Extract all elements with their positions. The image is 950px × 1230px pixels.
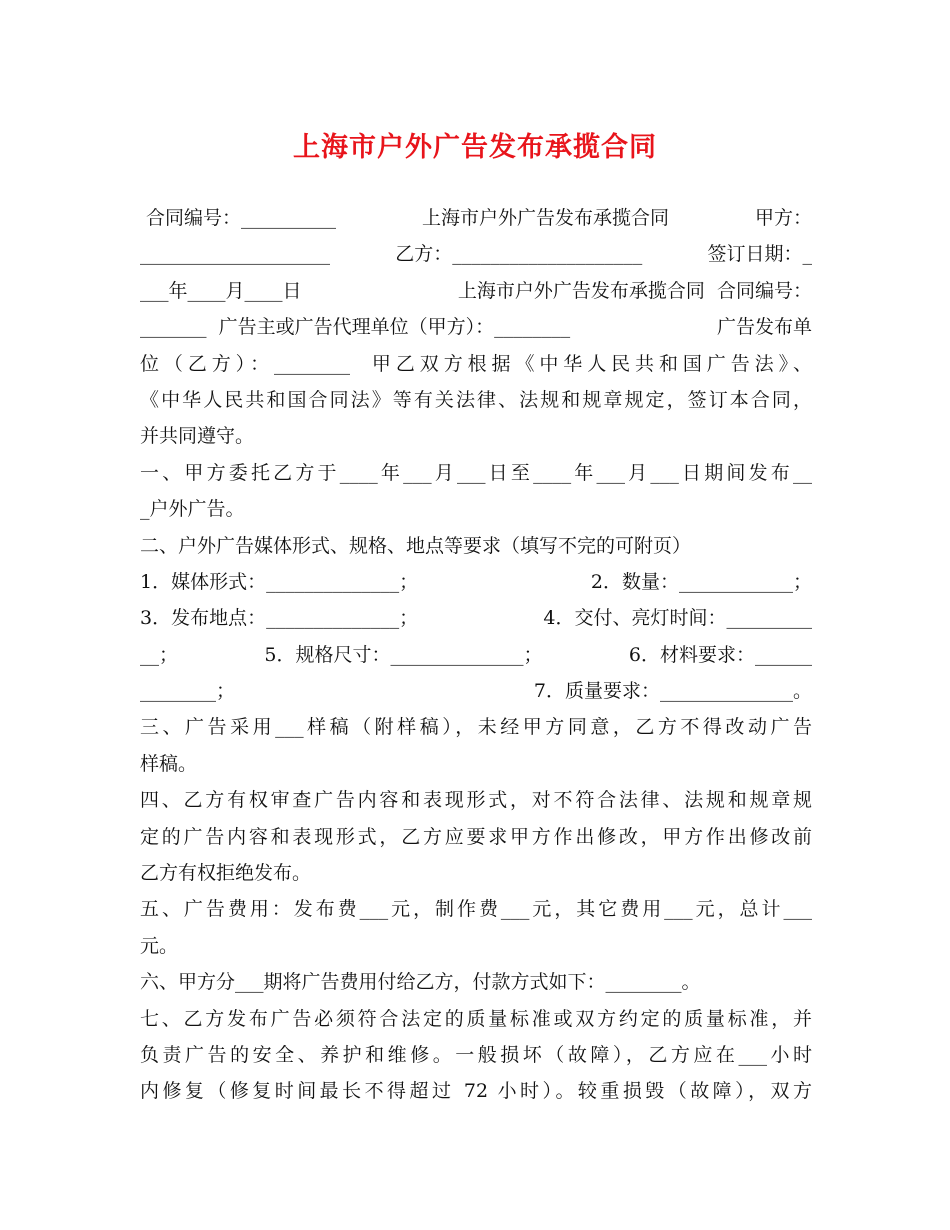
text-segment: 签订日期：_ xyxy=(707,243,812,266)
text-line xyxy=(140,418,812,454)
text-line xyxy=(140,637,812,673)
text-segment: 7．质量要求：______________。 xyxy=(533,680,812,703)
text-line xyxy=(140,455,812,491)
text-segment: 乙方：____________________ xyxy=(395,243,643,266)
text-segment: 负责广告的安全、养护和维修。一般损坏（故障），乙方应在___小时 xyxy=(140,1043,812,1066)
text-line xyxy=(140,819,812,855)
text-line xyxy=(140,273,812,309)
text-segment: 位（乙方）：________ 甲乙双方根据《中华人民共和国广告法》、 xyxy=(140,352,812,375)
text-segment: _户外广告。 xyxy=(140,498,245,521)
text-line xyxy=(140,564,812,600)
text-line xyxy=(140,528,812,564)
text-segment: 一、甲方委托乙方于____年___月___日至____年___月___日期间发布__ xyxy=(140,461,812,484)
text-line xyxy=(140,236,812,272)
text-segment: 四、乙方有权审查广告内容和表现形式，对不符合法律、法规和规章规 xyxy=(140,789,812,812)
text-segment: 三、广告采用___样稿（附样稿），未经甲方同意，乙方不得改动广告 xyxy=(140,716,812,739)
text-segment: 定的广告内容和表现形式，乙方应要求甲方作出修改，甲方作出修改前 xyxy=(140,825,812,848)
text-segment: 上海市户外广告发布承揽合同 xyxy=(422,207,670,229)
text-segment: 甲方： xyxy=(754,207,812,229)
text-segment: 并共同遵守。 xyxy=(140,425,255,448)
text-line xyxy=(140,746,812,782)
text-segment: 1．媒体形式：______________； xyxy=(140,570,419,593)
text-segment: 2．数量：____________； xyxy=(590,570,812,593)
text-segment: 4．交付、亮灯时间：_________ xyxy=(543,607,812,630)
text-segment: 广告发布单 xyxy=(716,316,812,339)
text-line xyxy=(140,600,812,636)
text-line xyxy=(140,782,812,818)
text-line xyxy=(140,200,812,236)
text-segment: 《中华人民共和国合同法》等有关法律、法规和规章规定，签订本合同， xyxy=(140,388,812,411)
text-segment: 七、乙方发布广告必须符合法定的质量标准或双方约定的质量标准，并 xyxy=(140,1007,812,1030)
text-line xyxy=(140,891,812,927)
document-body xyxy=(140,200,812,1110)
text-line xyxy=(140,309,812,345)
text-segment: ____________________ xyxy=(140,243,330,266)
text-line xyxy=(140,346,812,382)
text-segment: 6．材料要求：______ xyxy=(628,643,812,666)
text-segment: 内修复（修复时间最长不得超过 72 小时）。较重损毁（故障），双方 xyxy=(140,1080,812,1103)
text-line xyxy=(140,1037,812,1073)
text-line xyxy=(140,709,812,745)
document-title: 上海市户外广告发布承揽合同 xyxy=(293,132,657,163)
text-segment: ___年____月____日 xyxy=(140,279,302,302)
text-line xyxy=(140,491,812,527)
text-segment: __； xyxy=(140,643,179,666)
text-segment: 合同编号：__________ xyxy=(140,207,337,229)
text-segment: 5．规格尺寸：______________； xyxy=(264,643,543,666)
text-segment: 样稿。 xyxy=(140,752,198,775)
text-line xyxy=(140,928,812,964)
text-segment: 上海市户外广告发布承揽合同 合同编号： xyxy=(457,279,812,302)
text-segment: _______ 广告主或广告代理单位（甲方）：________ xyxy=(140,316,571,339)
text-line xyxy=(140,673,812,709)
text-segment: 元。 xyxy=(140,934,179,957)
text-line xyxy=(140,1073,812,1109)
text-segment: 3．发布地点：______________； xyxy=(140,607,419,630)
text-segment: 二、户外广告媒体形式、规格、地点等要求（填写不完的可附页） xyxy=(140,534,692,557)
text-segment: ________； xyxy=(140,680,236,703)
text-line xyxy=(140,964,812,1000)
text-line xyxy=(140,382,812,418)
text-segment: 六、甲方分___期将广告费用付给乙方，付款方式如下：________。 xyxy=(140,971,701,994)
text-segment: 五、广告费用：发布费___元，制作费___元，其它费用___元，总计___ xyxy=(140,898,812,921)
text-line xyxy=(140,855,812,891)
text-segment: 乙方有权拒绝发布。 xyxy=(140,862,312,885)
text-line xyxy=(140,1001,812,1037)
